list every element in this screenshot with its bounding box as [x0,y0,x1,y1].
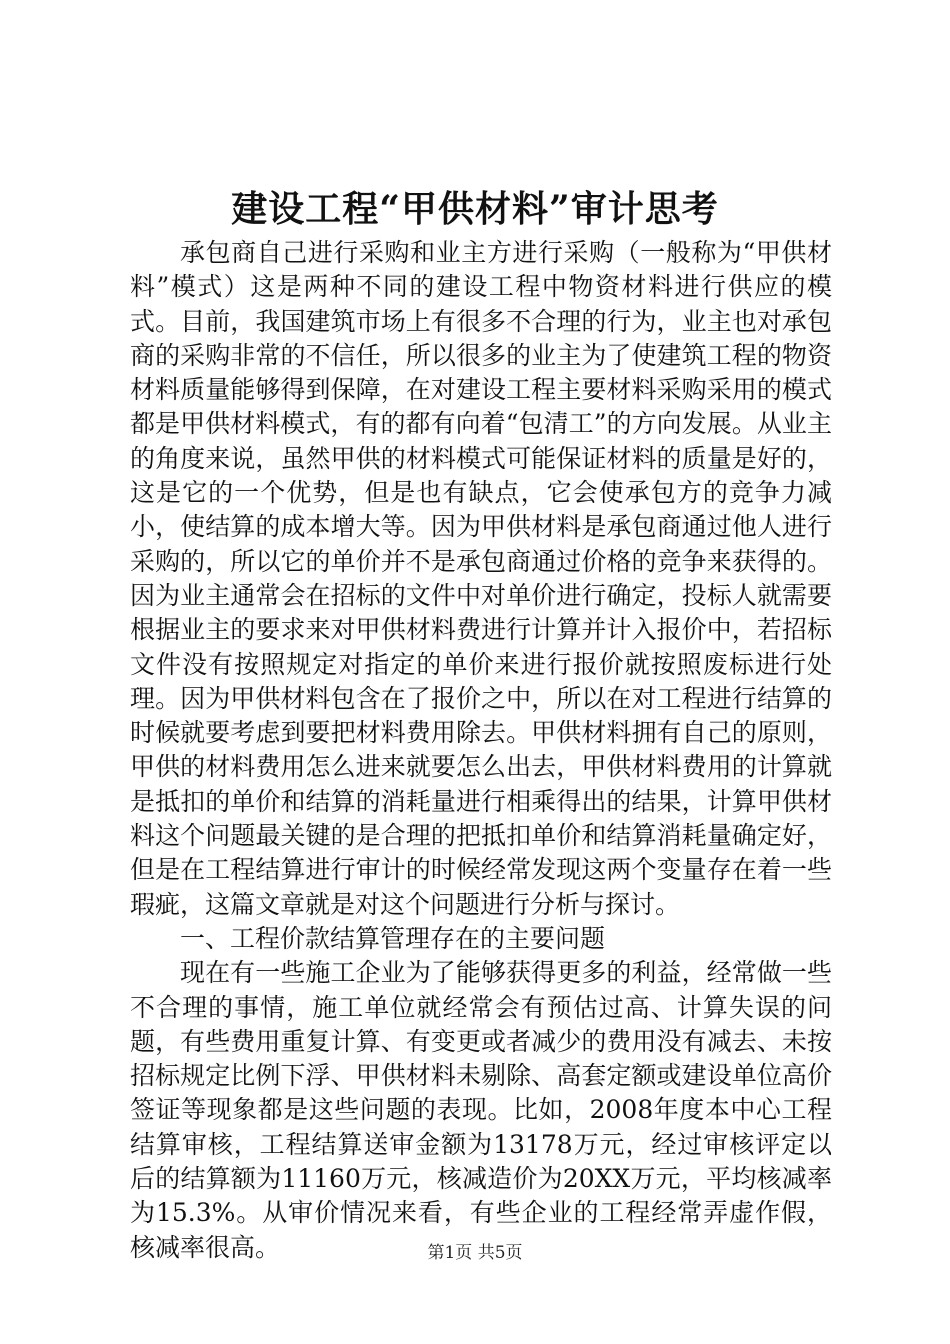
paragraph-problems: 现在有一些施工企业为了能够获得更多的利益，经常做一些不合理的事情，施工单位就经常会有预估过高、计算失误的问题，有些费用重复计算、有变更或者减少的费用没有减去、未按招标规定比例下浮、甲供材料未剔除、高套定额或建设单位高价签证等现象都是这些问题的表现。比如，2008年度本中心工程结算审核，工程结算送审金额为13178万元，经过审核评定以后的结算额为11160万元，核减造价为20XX万元，平均核减率为15.3%。从审价情况来看，有些企业的工程经常弄虚作假，核减率很高。 [130,958,832,1262]
page-footer: 第1页 共5页 [427,1243,523,1263]
section-heading: 一、工程价款结算管理存在的主要问题 [180,923,606,953]
document-body [130,236,832,1265]
document-title: 建设工程“甲供材料”审计思考 [231,188,719,230]
paragraph-intro: 承包商自己进行采购和业主方进行采购（一般称为“甲供材料”模式）这是两种不同的建设工程中物资材料进行供应的模式。目前，我国建筑市场上有很多不合理的行为，业主也对承包商的采购非常的不信任，所以很多的业主为了使建筑工程的物资材料质量能够得到保障，在对建设工程主要材料采购采用的模式都是甲供材料模式，有的都有向着“包清工”的方向发展。从业主的角度来说，虽然甲供的材料模式可能保证材料的质量是好的，这是它的一个优势，但是也有缺点，它会使承包方的竞争力减小，使结算的成本增大等。因为甲供材料是承包商通过他人进行采购的，所以它的单价并不是承包商通过价格的竞争来获得的。因为业主通常会在招标的文件中对单价进行确定，投标人就需要根据业主的要求来对甲供材料费进行计算并计入报价中，若招标文件没有按照规定对指定的单价来进行报价就按照废标进行处理。因为甲供材料包含在了报价之中，所以在对工程进行结算的时候就要考虑到要把材料费用除去。甲供材料拥有自己的原则，甲供的材料费用怎么进来就要怎么出去，甲供材料费用的计算就是抵扣的单价和结算的消耗量进行相乘得出的结果，计算甲供材料这个问题最关键的是合理的把抵扣单价和结算消耗量确定好，但是在工程结算进行审计的时候经常发现这两个变量存在着一些瑕疵，这篇文章就是对这个问题进行分析与探讨。 [130,238,832,919]
